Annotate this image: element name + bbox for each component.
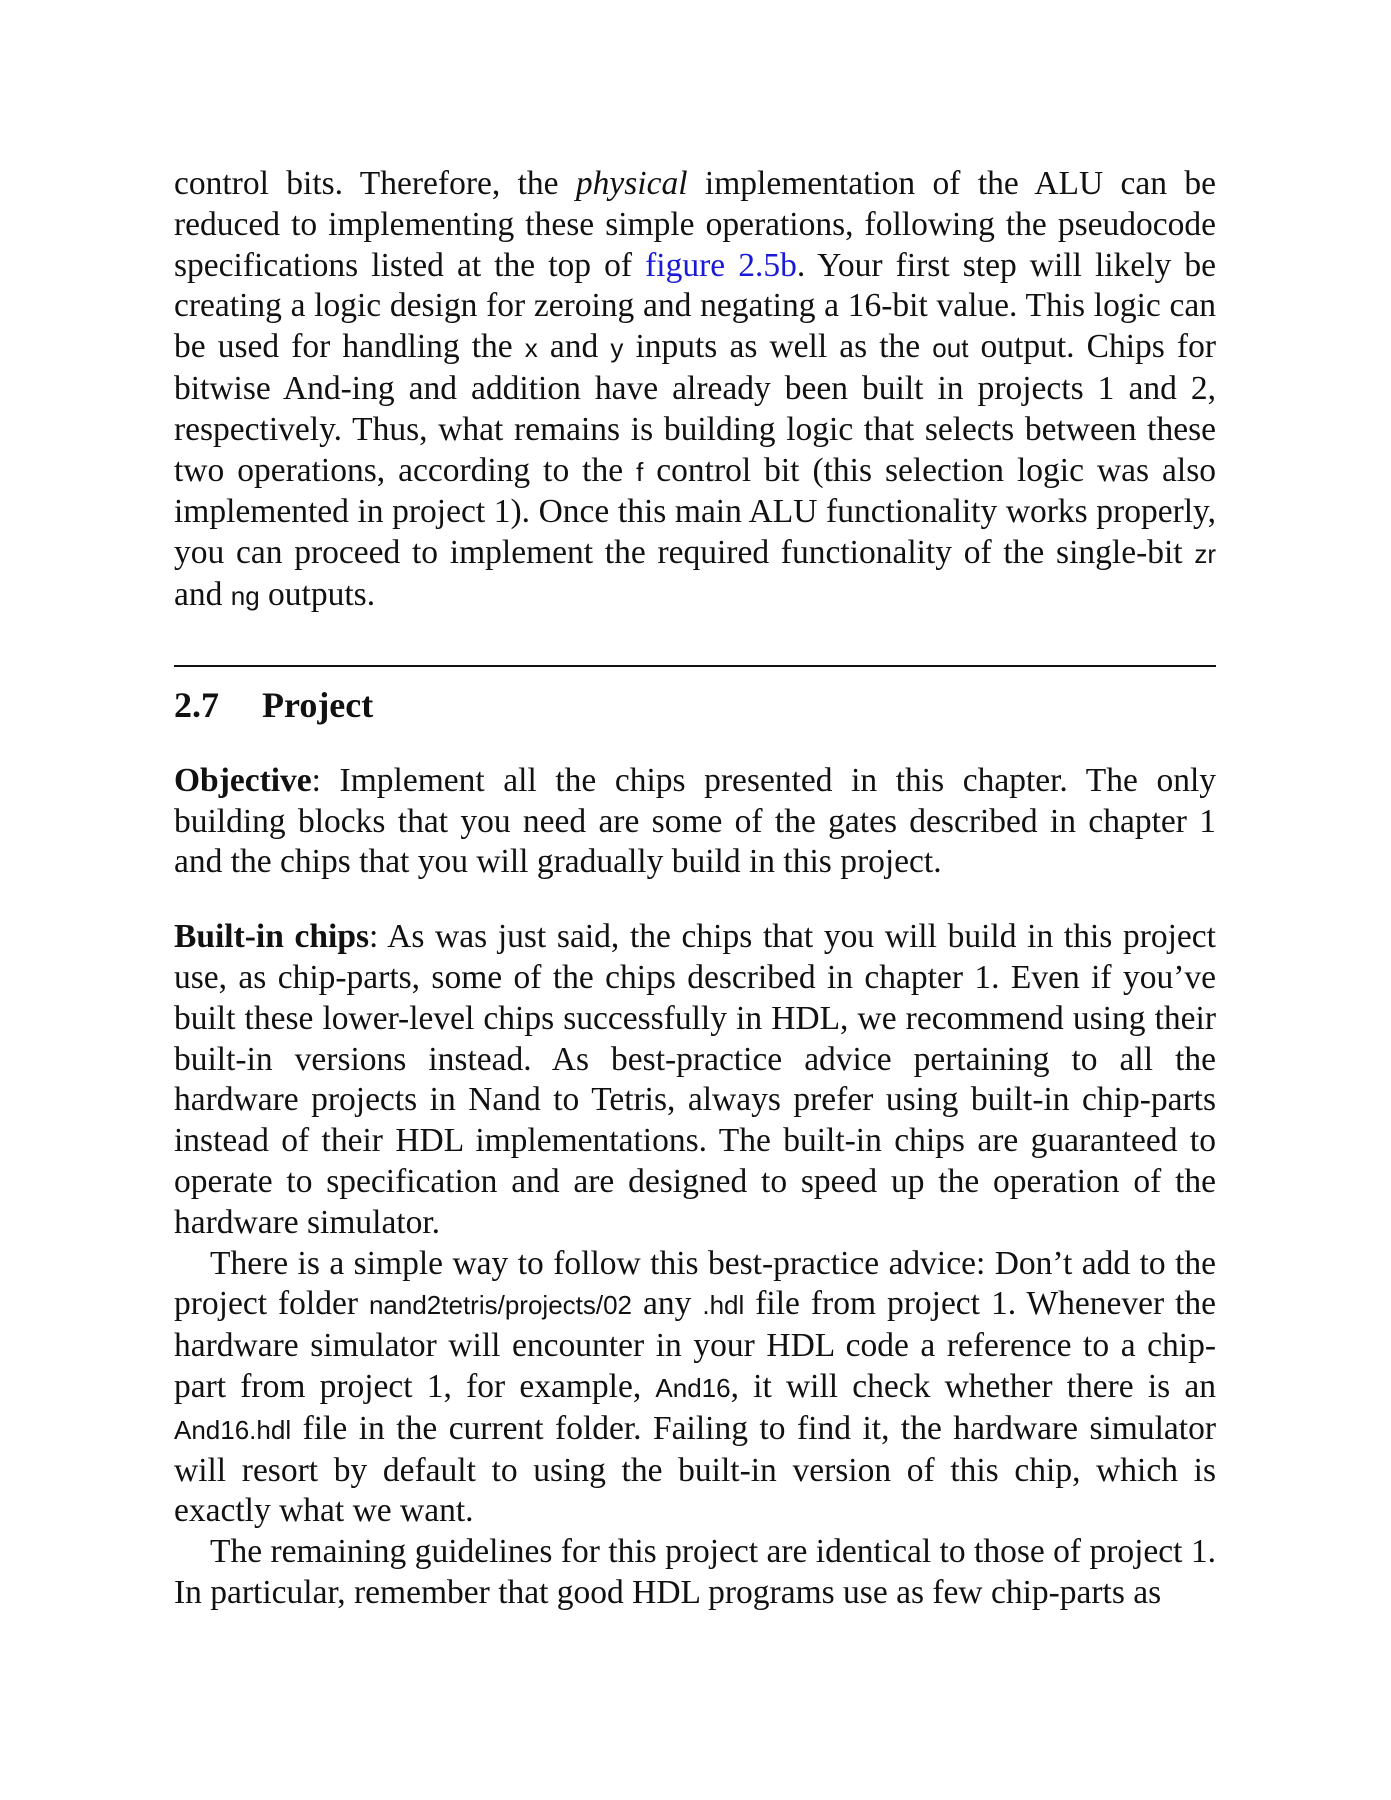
text-run: inputs as well as the bbox=[623, 328, 933, 366]
paragraph-best-practice bbox=[174, 1244, 1216, 1533]
text-run: output. Chips for bitwise And-ing and addition have already been built in projects 1 and 2, respectively. Thus, what remains is building logic that selects between these two operations, according to the bbox=[174, 328, 1216, 489]
text-run: file in the current folder. Failing to find it, the hardware simulator will resort by default to using the built-in version of this chip, which is exactly what we want. bbox=[174, 1409, 1216, 1530]
text-run: There is a simple way to follow this best-practice advice: Don’t add to the project folder bbox=[174, 1244, 1216, 1323]
text-run: The remaining guidelines for this project are identical to those of project 1. In particular, remember that good HDL programs use as few chip-parts as bbox=[174, 1533, 1216, 1611]
paragraph-remaining-guidelines bbox=[174, 1532, 1216, 1614]
paragraph-alu-implementation bbox=[174, 164, 1216, 617]
code-out: out bbox=[932, 333, 969, 364]
text-run: file from project 1. Whenever the hardware simulator will encounter in your HDL code a reference to a chip-part from project 1, for example, bbox=[174, 1285, 1217, 1405]
text-run: control bit (this selection logic was also implemented in project 1). Once this main ALU functionality works properly, you can proceed to implement the required functionality of the single-bit bbox=[174, 451, 1216, 572]
text-run: outputs. bbox=[259, 575, 376, 613]
code-and16-hdl: And16.hdl bbox=[174, 1414, 292, 1445]
code-x: x bbox=[524, 333, 538, 364]
emphasis-physical: physical bbox=[575, 165, 688, 202]
figure-link[interactable]: figure 2.5b bbox=[645, 246, 797, 284]
text-run: and bbox=[174, 575, 231, 613]
section-heading bbox=[174, 683, 1216, 727]
paragraph-built-in-chips bbox=[174, 917, 1216, 1243]
code-zr: zr bbox=[1194, 539, 1216, 570]
code-and16: And16 bbox=[655, 1372, 731, 1403]
text-run: any bbox=[632, 1285, 703, 1323]
code-folder-path: nand2tetris/projects/02 bbox=[368, 1290, 633, 1321]
code-f: f bbox=[636, 456, 644, 487]
code-y: y bbox=[610, 333, 624, 364]
text-run: implementation of the ALU can be reduced to implementing these simple operations, following the pseudocode specifications listed at the top of bbox=[174, 165, 1216, 284]
page-body bbox=[174, 164, 1216, 1614]
paragraph-objective bbox=[174, 761, 1216, 883]
code-hdl-extension: .hdl bbox=[702, 1290, 745, 1321]
built-in-chips-text: : As was just said, the chips that you will build in this project use, as chip-parts, some of the chips described in chapter 1. Even if you’ve built these lower-level chips successfully in HDL, we recommend using their built-in versions instead. As best-practice advice pertaining to all the hardware projects in Nand to Tetris, always prefer using built-in chip-parts instead of their HDL implementations. The built-in chips are guaranteed to operate to specification and are designed to speed up the operation of the hardware simulator. bbox=[174, 918, 1216, 1241]
objective-label: Objective bbox=[174, 761, 312, 799]
text-run: . Your first step will likely be creating a logic design for zeroing and negating a 16-bit value. This logic can be used for handling the bbox=[174, 246, 1216, 366]
text-run: , it will check whether there is an bbox=[730, 1367, 1216, 1405]
text-run: and bbox=[537, 328, 611, 366]
section-title: Project bbox=[262, 684, 374, 725]
section-number: 2.7 bbox=[174, 684, 219, 725]
objective-text: : Implement all the chips presented in this chapter. The only building blocks that you need are some of the gates described in chapter 1 and the chips that you will gradually build in this project. bbox=[174, 761, 1216, 881]
built-in-chips-label: Built-in chips bbox=[174, 918, 369, 956]
text-run: control bits. Therefore, the bbox=[174, 165, 576, 202]
code-ng: ng bbox=[230, 580, 260, 611]
